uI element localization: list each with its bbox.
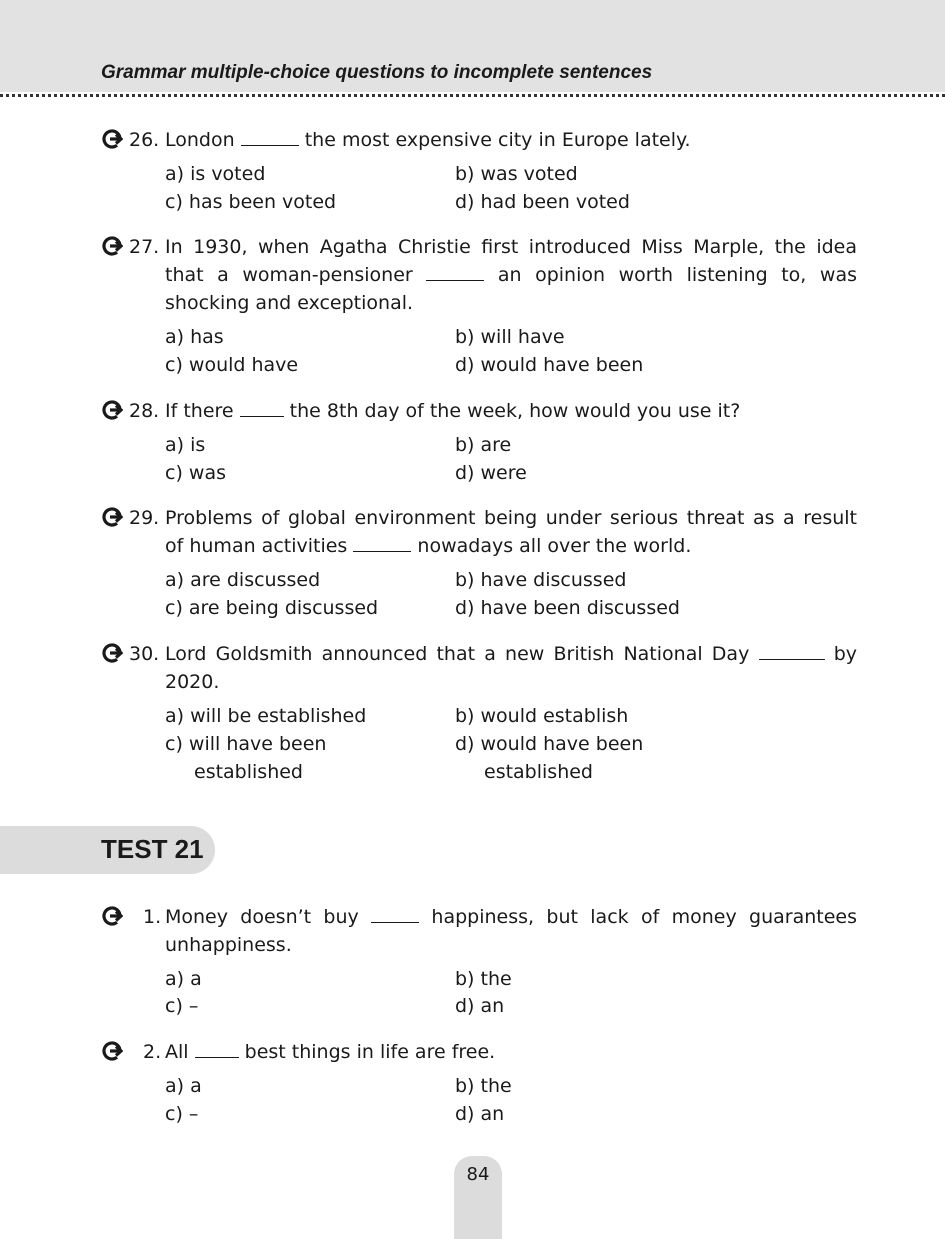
option-a[interactable]: a) is — [165, 434, 206, 456]
question-text — [165, 1038, 857, 1066]
question-text: unhappiness. — [165, 934, 292, 956]
option-c[interactable]: c) – — [165, 1103, 199, 1125]
option-b[interactable]: b) will have — [455, 326, 565, 348]
question-text-part: Lord Goldsmith announced that a new British National Day — [165, 643, 759, 665]
question-text — [165, 903, 857, 931]
option-b[interactable]: b) have discussed — [455, 569, 627, 591]
question-number: 30. — [129, 643, 160, 665]
question-number: 28. — [129, 400, 160, 422]
option-c[interactable]: c) has been voted — [165, 191, 337, 213]
question-text-part: If there — [165, 400, 240, 422]
answer-blank — [353, 533, 411, 552]
question-text: 2020. — [165, 671, 220, 693]
option-a[interactable]: a) a — [165, 968, 202, 990]
arrow-bullet-icon — [101, 128, 123, 150]
answer-blank — [371, 904, 419, 923]
option-a[interactable]: a) is voted — [165, 163, 266, 185]
question-text-part: Money doesn’t buy — [165, 906, 372, 928]
question-text-part: nowadays all over the world. — [411, 535, 692, 557]
arrow-bullet-icon — [101, 235, 123, 257]
question-text — [165, 532, 857, 560]
question-number: 2. — [143, 1041, 162, 1063]
question-text-part: London — [165, 129, 241, 151]
section-title: Grammar multiple-choice questions to incomplete sentences — [101, 62, 653, 83]
header-band — [0, 0, 945, 92]
question-number: 27. — [129, 236, 160, 258]
answer-blank — [759, 641, 825, 660]
dotted-divider — [0, 94, 945, 97]
option-c[interactable]: c) would have — [165, 354, 299, 376]
arrow-bullet-icon — [101, 399, 123, 421]
question-text: In 1930, when Agatha Christie first introduced Miss Marple, the idea — [165, 236, 857, 258]
arrow-bullet-icon — [101, 642, 123, 664]
question-number: 26. — [129, 129, 160, 151]
option-d[interactable]: d) have been discussed — [455, 597, 680, 619]
question-text-part: the most expensive city in Europe lately. — [298, 129, 691, 151]
question-number: 29. — [129, 507, 160, 529]
option-b[interactable]: b) the — [455, 968, 512, 990]
question-text-part: by — [824, 643, 857, 665]
question-text: shocking and exceptional. — [165, 292, 414, 314]
option-c[interactable]: c) are being discussed — [165, 597, 379, 619]
option-a[interactable]: a) a — [165, 1075, 202, 1097]
arrow-bullet-icon — [101, 905, 123, 927]
option-b[interactable]: b) the — [455, 1075, 512, 1097]
answer-blank — [241, 127, 299, 146]
option-a[interactable]: a) are discussed — [165, 569, 321, 591]
arrow-bullet-icon — [101, 1040, 123, 1062]
option-b[interactable]: b) was voted — [455, 163, 578, 185]
question-number: 1. — [143, 906, 162, 928]
question-text — [165, 397, 857, 425]
question-text-part: an opinion worth listening to, was — [484, 264, 857, 286]
option-d[interactable]: d) had been voted — [455, 191, 630, 213]
option-d-continued: established — [484, 761, 593, 783]
option-b[interactable]: b) would establish — [455, 705, 629, 727]
option-c[interactable]: c) will have been — [165, 733, 327, 755]
option-a[interactable]: a) will be established — [165, 705, 367, 727]
option-d[interactable]: d) an — [455, 995, 505, 1017]
option-d[interactable]: d) an — [455, 1103, 505, 1125]
question-text-part: that a woman-pensioner — [165, 264, 427, 286]
option-a[interactable]: a) has — [165, 326, 224, 348]
question-text — [165, 126, 857, 154]
page-number: 84 — [466, 1164, 490, 1185]
answer-blank — [426, 262, 484, 281]
option-c-continued: established — [194, 761, 303, 783]
question-text-part: All — [165, 1041, 195, 1063]
option-d[interactable]: d) were — [455, 462, 527, 484]
option-b[interactable]: b) are — [455, 434, 512, 456]
option-c[interactable]: c) was — [165, 462, 226, 484]
option-c[interactable]: c) – — [165, 995, 199, 1017]
question-text-part: happiness, but lack of money guarantees — [419, 906, 857, 928]
answer-blank — [240, 398, 284, 417]
question-text: Problems of global environment being under serious threat as a result — [165, 507, 857, 529]
answer-blank — [195, 1039, 239, 1058]
question-text-part: of human activities — [165, 535, 354, 557]
question-text — [165, 261, 857, 289]
arrow-bullet-icon — [101, 506, 123, 528]
option-d[interactable]: d) would have been — [455, 354, 644, 376]
question-text-part: best things in life are free. — [238, 1041, 496, 1063]
question-text — [165, 640, 857, 668]
test-title: TEST 21 — [101, 834, 204, 864]
question-text-part: the 8th day of the week, how would you use it? — [283, 400, 741, 422]
option-d[interactable]: d) would have been — [455, 733, 644, 755]
